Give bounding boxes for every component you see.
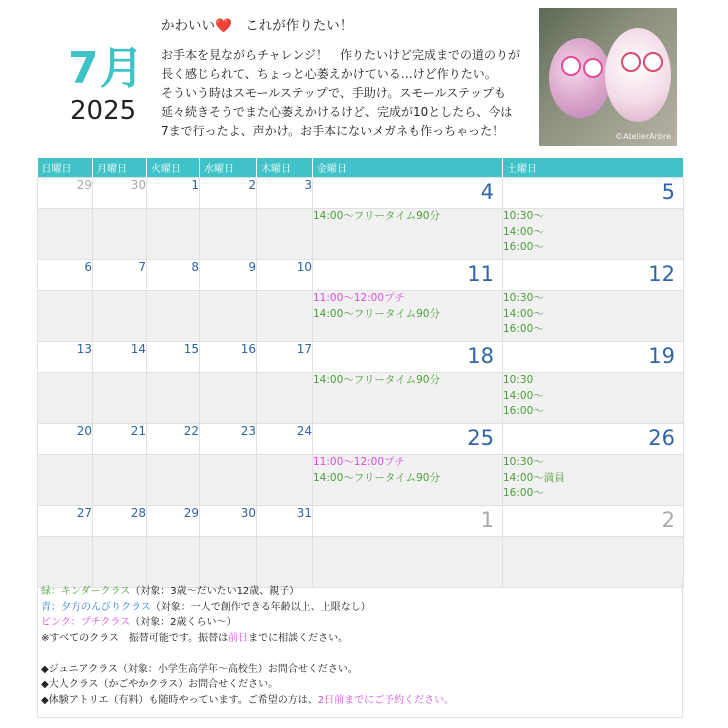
day-number: 23 bbox=[200, 424, 257, 455]
kinder-label: 緑：キンダークラス bbox=[41, 586, 131, 597]
glasses-icon bbox=[561, 56, 581, 76]
class-slot: 16:00～ bbox=[503, 487, 544, 499]
class-slot: 16:00～ bbox=[503, 323, 544, 335]
class-slot: 14:00～フリータイム90分 bbox=[313, 210, 440, 222]
photo-credit: ©AtelierArbre bbox=[615, 132, 671, 141]
event-cell bbox=[147, 537, 200, 588]
day-number: 26 bbox=[503, 424, 684, 455]
week-day-row bbox=[38, 178, 684, 209]
event-cell bbox=[257, 291, 313, 342]
petit-text: （対象：2歳くらい〜） bbox=[130, 617, 237, 628]
atelier-highlight: 2日前までにご予約ください。 bbox=[317, 694, 455, 706]
day-number: 29 bbox=[38, 178, 93, 209]
event-cell bbox=[503, 537, 684, 588]
day-number: 20 bbox=[38, 424, 93, 455]
transfer-text-2: までに相談ください。 bbox=[248, 632, 349, 644]
pink-owl-pompom bbox=[549, 38, 611, 118]
class-slot: 11:00～12:00プチ bbox=[313, 292, 406, 304]
event-cell bbox=[200, 209, 257, 260]
note-transfer bbox=[41, 631, 679, 647]
event-cell bbox=[93, 537, 147, 588]
week-event-row bbox=[38, 291, 684, 342]
week-event-row bbox=[38, 209, 684, 260]
week-day-row bbox=[38, 342, 684, 373]
class-slot: 10:30～ bbox=[503, 292, 544, 304]
day-number: 6 bbox=[38, 260, 93, 291]
event-cell bbox=[200, 455, 257, 506]
day-number: 8 bbox=[147, 260, 200, 291]
year-label: 2025 bbox=[70, 96, 137, 126]
day-number: 9 bbox=[200, 260, 257, 291]
evening-text: （対象：一人で創作できる年齢以上、上限なし） bbox=[150, 601, 371, 613]
day-number: 18 bbox=[313, 342, 503, 373]
event-cell bbox=[313, 291, 503, 342]
week-event-row bbox=[38, 373, 684, 424]
note-atelier bbox=[41, 693, 679, 709]
event-cell bbox=[93, 209, 147, 260]
event-cell bbox=[147, 291, 200, 342]
day-number: 10 bbox=[257, 260, 313, 291]
weekday-header: 火曜日 bbox=[147, 158, 200, 178]
day-number: 7 bbox=[93, 260, 147, 291]
description: お手本を見ながらチャレンジ！ 作りたいけど完成までの道のりが 長く感じられて、ちょっと心萎えかけている…けど作りたい。 そういう時はスモールステップで、手助け。スモールステップも 延々続きそうでまた心萎えかけるけど、完成が10としたら、今は 7まで行ったよ、声かけ。お手本にないメガネも作っちゃった！ bbox=[161, 48, 521, 138]
class-slot: 14:00～ bbox=[503, 225, 544, 238]
event-cell bbox=[200, 537, 257, 588]
weekday-header-row bbox=[38, 158, 684, 178]
day-number: 16 bbox=[200, 342, 257, 373]
event-cell bbox=[313, 537, 503, 588]
weekday-header: 月曜日 bbox=[93, 158, 147, 178]
event-cell bbox=[147, 455, 200, 506]
weekday-header: 日曜日 bbox=[38, 158, 93, 178]
event-cell bbox=[93, 455, 147, 506]
day-number: 27 bbox=[38, 506, 93, 537]
event-cell bbox=[38, 373, 93, 424]
event-cell bbox=[93, 291, 147, 342]
event-cell bbox=[93, 373, 147, 424]
day-number: 22 bbox=[147, 424, 200, 455]
day-number: 28 bbox=[93, 506, 147, 537]
day-number: 1 bbox=[147, 178, 200, 209]
day-number: 30 bbox=[200, 506, 257, 537]
event-cell bbox=[313, 373, 503, 424]
day-number: 2 bbox=[503, 506, 684, 537]
day-number: 30 bbox=[93, 178, 147, 209]
note-evening bbox=[41, 600, 679, 616]
day-number: 25 bbox=[313, 424, 503, 455]
class-slot: 16:00～ bbox=[503, 405, 544, 417]
headline bbox=[161, 14, 353, 34]
weekday-header: 木曜日 bbox=[257, 158, 313, 178]
note-petit bbox=[41, 615, 679, 631]
note-spacer bbox=[41, 646, 679, 662]
note-junior: ◆ジュニアクラス（対象：小学生高学年〜高校生）お問合せください。 bbox=[41, 663, 358, 675]
calendar-table bbox=[37, 158, 684, 588]
note-adult: ◆大人クラス（かごやかクラス）お問合せください。 bbox=[41, 679, 279, 690]
event-cell bbox=[38, 455, 93, 506]
day-number: 14 bbox=[93, 342, 147, 373]
event-cell bbox=[503, 209, 684, 260]
month-title: 7月 bbox=[68, 43, 145, 94]
event-cell bbox=[503, 373, 684, 424]
event-cell bbox=[257, 373, 313, 424]
glasses-icon bbox=[643, 52, 663, 72]
class-slot: 14:00～フリータイム90分 bbox=[313, 471, 440, 484]
event-cell bbox=[257, 209, 313, 260]
day-number: 2 bbox=[200, 178, 257, 209]
event-cell bbox=[38, 209, 93, 260]
week-day-row bbox=[38, 506, 684, 537]
owl-photo bbox=[539, 8, 677, 146]
weekday-header: 水曜日 bbox=[200, 158, 257, 178]
class-slot: 14:00～ bbox=[503, 389, 544, 402]
transfer-text: ※すべてのクラス 振替可能です。振替は bbox=[41, 632, 229, 644]
event-cell bbox=[503, 455, 684, 506]
class-notes bbox=[37, 582, 683, 718]
event-cell bbox=[147, 373, 200, 424]
note-kinder bbox=[41, 584, 679, 600]
week-day-row bbox=[38, 260, 684, 291]
day-number: 4 bbox=[313, 178, 503, 209]
event-cell bbox=[38, 537, 93, 588]
day-number: 3 bbox=[257, 178, 313, 209]
day-number: 19 bbox=[503, 342, 684, 373]
event-cell bbox=[38, 291, 93, 342]
kinder-text: （対象：3歳〜だいたい12歳、親子） bbox=[130, 586, 300, 597]
transfer-highlight: 前日 bbox=[228, 632, 249, 644]
day-number: 5 bbox=[503, 178, 684, 209]
day-number: 11 bbox=[313, 260, 503, 291]
headline-text: かわいい bbox=[161, 18, 215, 34]
day-number: 12 bbox=[503, 260, 684, 291]
event-cell bbox=[313, 455, 503, 506]
class-slot: 10:30 bbox=[503, 374, 534, 386]
class-slot: 14:00～満員 bbox=[503, 471, 565, 484]
week-event-row bbox=[38, 455, 684, 506]
class-slot: 16:00～ bbox=[503, 241, 544, 253]
week-event-row bbox=[38, 537, 684, 588]
evening-label: 青：夕方のんびりクラス bbox=[41, 601, 151, 613]
event-cell bbox=[503, 291, 684, 342]
weekday-header: 土曜日 bbox=[503, 158, 684, 178]
heart-icon: ❤️ bbox=[215, 18, 232, 34]
atelier-text: ◆体験アトリエ（有料）も随時やっています。ご希望の方は、 bbox=[41, 694, 318, 706]
day-number: 13 bbox=[38, 342, 93, 373]
event-cell bbox=[200, 291, 257, 342]
day-number: 21 bbox=[93, 424, 147, 455]
event-cell bbox=[147, 209, 200, 260]
class-slot: 10:30～ bbox=[503, 456, 544, 468]
day-number: 29 bbox=[147, 506, 200, 537]
event-cell bbox=[257, 537, 313, 588]
day-number: 17 bbox=[257, 342, 313, 373]
headline-text-2: これが作りたい！ bbox=[231, 18, 354, 34]
white-owl-pompom bbox=[605, 28, 671, 122]
day-number: 15 bbox=[147, 342, 200, 373]
glasses-icon bbox=[621, 52, 641, 72]
event-cell bbox=[200, 373, 257, 424]
week-day-row bbox=[38, 424, 684, 455]
day-number: 1 bbox=[313, 506, 503, 537]
glasses-icon bbox=[583, 58, 603, 78]
class-slot: 14:00～フリータイム90分 bbox=[313, 307, 440, 320]
event-cell bbox=[313, 209, 503, 260]
class-slot: 10:30～ bbox=[503, 210, 544, 222]
weekday-header: 金曜日 bbox=[313, 158, 503, 178]
class-slot: 11:00～12:00プチ bbox=[313, 456, 406, 468]
class-slot: 14:00～ bbox=[503, 307, 544, 320]
day-number: 31 bbox=[257, 506, 313, 537]
day-number: 24 bbox=[257, 424, 313, 455]
class-slot: 14:00～フリータイム90分 bbox=[313, 374, 440, 386]
event-cell bbox=[257, 455, 313, 506]
petit-label: ピンク：プチクラス bbox=[41, 617, 131, 628]
